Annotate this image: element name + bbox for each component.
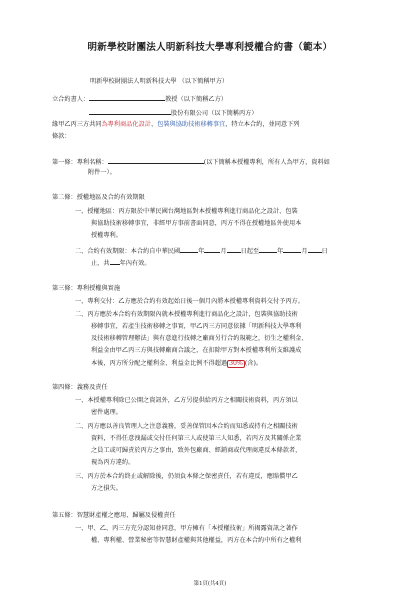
- clause-2-item-1-line1: 一、授權地區：丙方限於中華民國台灣地區對本授權專利進行商品化之設計、包裝: [75, 208, 298, 215]
- ratio-suffix: (含)。: [244, 360, 263, 367]
- intro-prefix: 緣甲乙丙三方共同: [52, 121, 102, 128]
- clause-3-item-2-line1: 二、丙方應於本合約有效期限內就本授權專利進行商品化之設計，包裝與協助技術: [75, 311, 298, 318]
- page-title: 明新學校財團法人明新科技大學專利授權合約書（範本）: [87, 42, 333, 53]
- clause-3-label: 第三條：專利授權與實施: [52, 285, 121, 292]
- intro-line-2: 條款：: [52, 133, 71, 140]
- clause-4-label: 第四條：義務及責任: [52, 384, 108, 391]
- signer-row-b: [52, 94, 227, 103]
- term-total-suffix: 年內有效。: [119, 260, 151, 267]
- clause-5-label: 第五條：智慧財產權之應用、歸屬及侵權責任: [52, 512, 176, 519]
- clause-3-item-2-line3: 及技術移轉管理辦法」與有意進行技轉之廠商另行合約規範之，衍生之權利金、: [91, 335, 308, 342]
- clause-2-item-1-line3: 授權專利。: [91, 232, 122, 239]
- clause-4-item-2-line2: 資料，不得任意洩漏或交付任何第三人或使第三人知悉，若丙方及其關係企業: [91, 435, 302, 442]
- term-years-blank[interactable]: [110, 258, 120, 265]
- end-year-label: 年: [277, 248, 284, 255]
- intro-blue-text: 包裝與協助技術移轉事宜: [157, 121, 226, 128]
- intro-red-text: 為專利商品化設計: [101, 121, 151, 128]
- clause-3-item-2-line4: 利益金由甲乙丙三方與技轉廠商合議之，在扣除甲方對本授權專利所支維護成: [91, 347, 302, 354]
- signer-row-c: [89, 108, 258, 117]
- ratio-prefix: 本後，丙方所分配之權利金、利益金比例不得超過: [91, 360, 228, 367]
- clause-2-label: 第二條：授權地區及合約有效期限: [52, 194, 145, 201]
- term-total-prefix: 止，共: [91, 260, 110, 267]
- intro-line: [52, 122, 300, 128]
- party-b-suffix: 教授（以下簡稱乙方）: [165, 96, 227, 103]
- start-day-blank[interactable]: [227, 246, 241, 253]
- clause-1-line2: 附件一）。: [88, 169, 116, 176]
- party-c-suffix: 股份有限公司（以下簡稱丙方）: [171, 110, 258, 117]
- clause-4-item-2-line1: 二、丙方應以善良管理人之注意義務，妥善保管因本合約而知悉或持有之相關技術: [75, 423, 298, 430]
- clause-4-item-2-line4: 視為丙方違約。: [91, 459, 135, 466]
- clause-2-item-2-line2: [91, 258, 151, 267]
- ratio-highlight: 30%: [229, 360, 243, 367]
- clause-2-item-1-line2: 與協助技術移轉事宜，非經甲方事前書面同意，丙方不得在授權地區外使用本: [91, 220, 302, 227]
- patent-name-blank[interactable]: [108, 157, 204, 164]
- end-month-blank[interactable]: [283, 246, 301, 253]
- day-label: 日起至: [240, 248, 260, 255]
- clause-5-item-1-line2: 權、專利權、營業秘密等智慧財產權與其他權益，丙方在本合約中所有之權利: [91, 537, 302, 544]
- signer-label: 立合約書人：: [52, 96, 90, 103]
- clause-3-item-1: 一、專利交付：乙方應於合約有效起始日後一個月內將本授權專利資料交付予丙方。: [75, 298, 304, 305]
- clause-4-item-3-line1: 三、丙方於本合約終止或解除後，仍須負本條之保密責任，若有違反，應賠償甲乙: [75, 473, 298, 480]
- year-label: 年: [198, 248, 205, 255]
- start-month-blank[interactable]: [204, 246, 220, 253]
- clause-3-item-2-line5: [91, 360, 262, 368]
- intro-mid: 、: [151, 121, 158, 128]
- clause-2-item-2-line1: [75, 246, 328, 255]
- clause-1: [52, 157, 330, 166]
- end-day-label: 日: [321, 248, 328, 255]
- clause-5-item-1-line1: 一、甲、乙、丙三方充分認知並同意，甲方擁有「本授權技術」所揭露資訊之著作: [75, 525, 298, 532]
- clause-4-item-1-line2: 密件處理。: [91, 409, 122, 416]
- end-day-blank[interactable]: [308, 246, 322, 253]
- party-c-blank[interactable]: [89, 108, 171, 115]
- page-footer: 第1頁(共4頁): [193, 581, 227, 587]
- end-year-blank[interactable]: [259, 246, 277, 253]
- start-year-blank[interactable]: [180, 246, 198, 253]
- clause-4-item-3-line2: 方之損失。: [91, 485, 122, 492]
- party-b-blank[interactable]: [89, 94, 165, 101]
- month-label: 月: [220, 248, 227, 255]
- clause-4-item-2-line3: 之員工或可歸責於丙方之事由，致外包廠商、經銷商或代理商違反本條款者，: [91, 447, 302, 454]
- clause-1-suffix: (以下簡稱本授權專利，所有人為甲方，資料如: [203, 159, 330, 166]
- clause-1-label: 第一條：專利名稱：: [52, 159, 108, 166]
- end-month-label: 月: [301, 248, 308, 255]
- clause-3-item-2-line2: 移轉事宜，若產生技術移轉之事實，甲乙丙三方同意依據「明新科技大學專利: [91, 323, 302, 330]
- clause-4-item-1-line1: 一、本授權專利除已公開之資訊外，乙方另提供給丙方之相關技術資料，丙方須以: [75, 397, 298, 404]
- party-a-line: 明新學校財團法人明新科技大學 （以下簡稱甲方）: [90, 78, 229, 85]
- term-prefix: 二、合約有效期限：本合約自中華民國: [75, 248, 181, 255]
- intro-suffix: ，特立本合約，並同意下列: [225, 121, 300, 128]
